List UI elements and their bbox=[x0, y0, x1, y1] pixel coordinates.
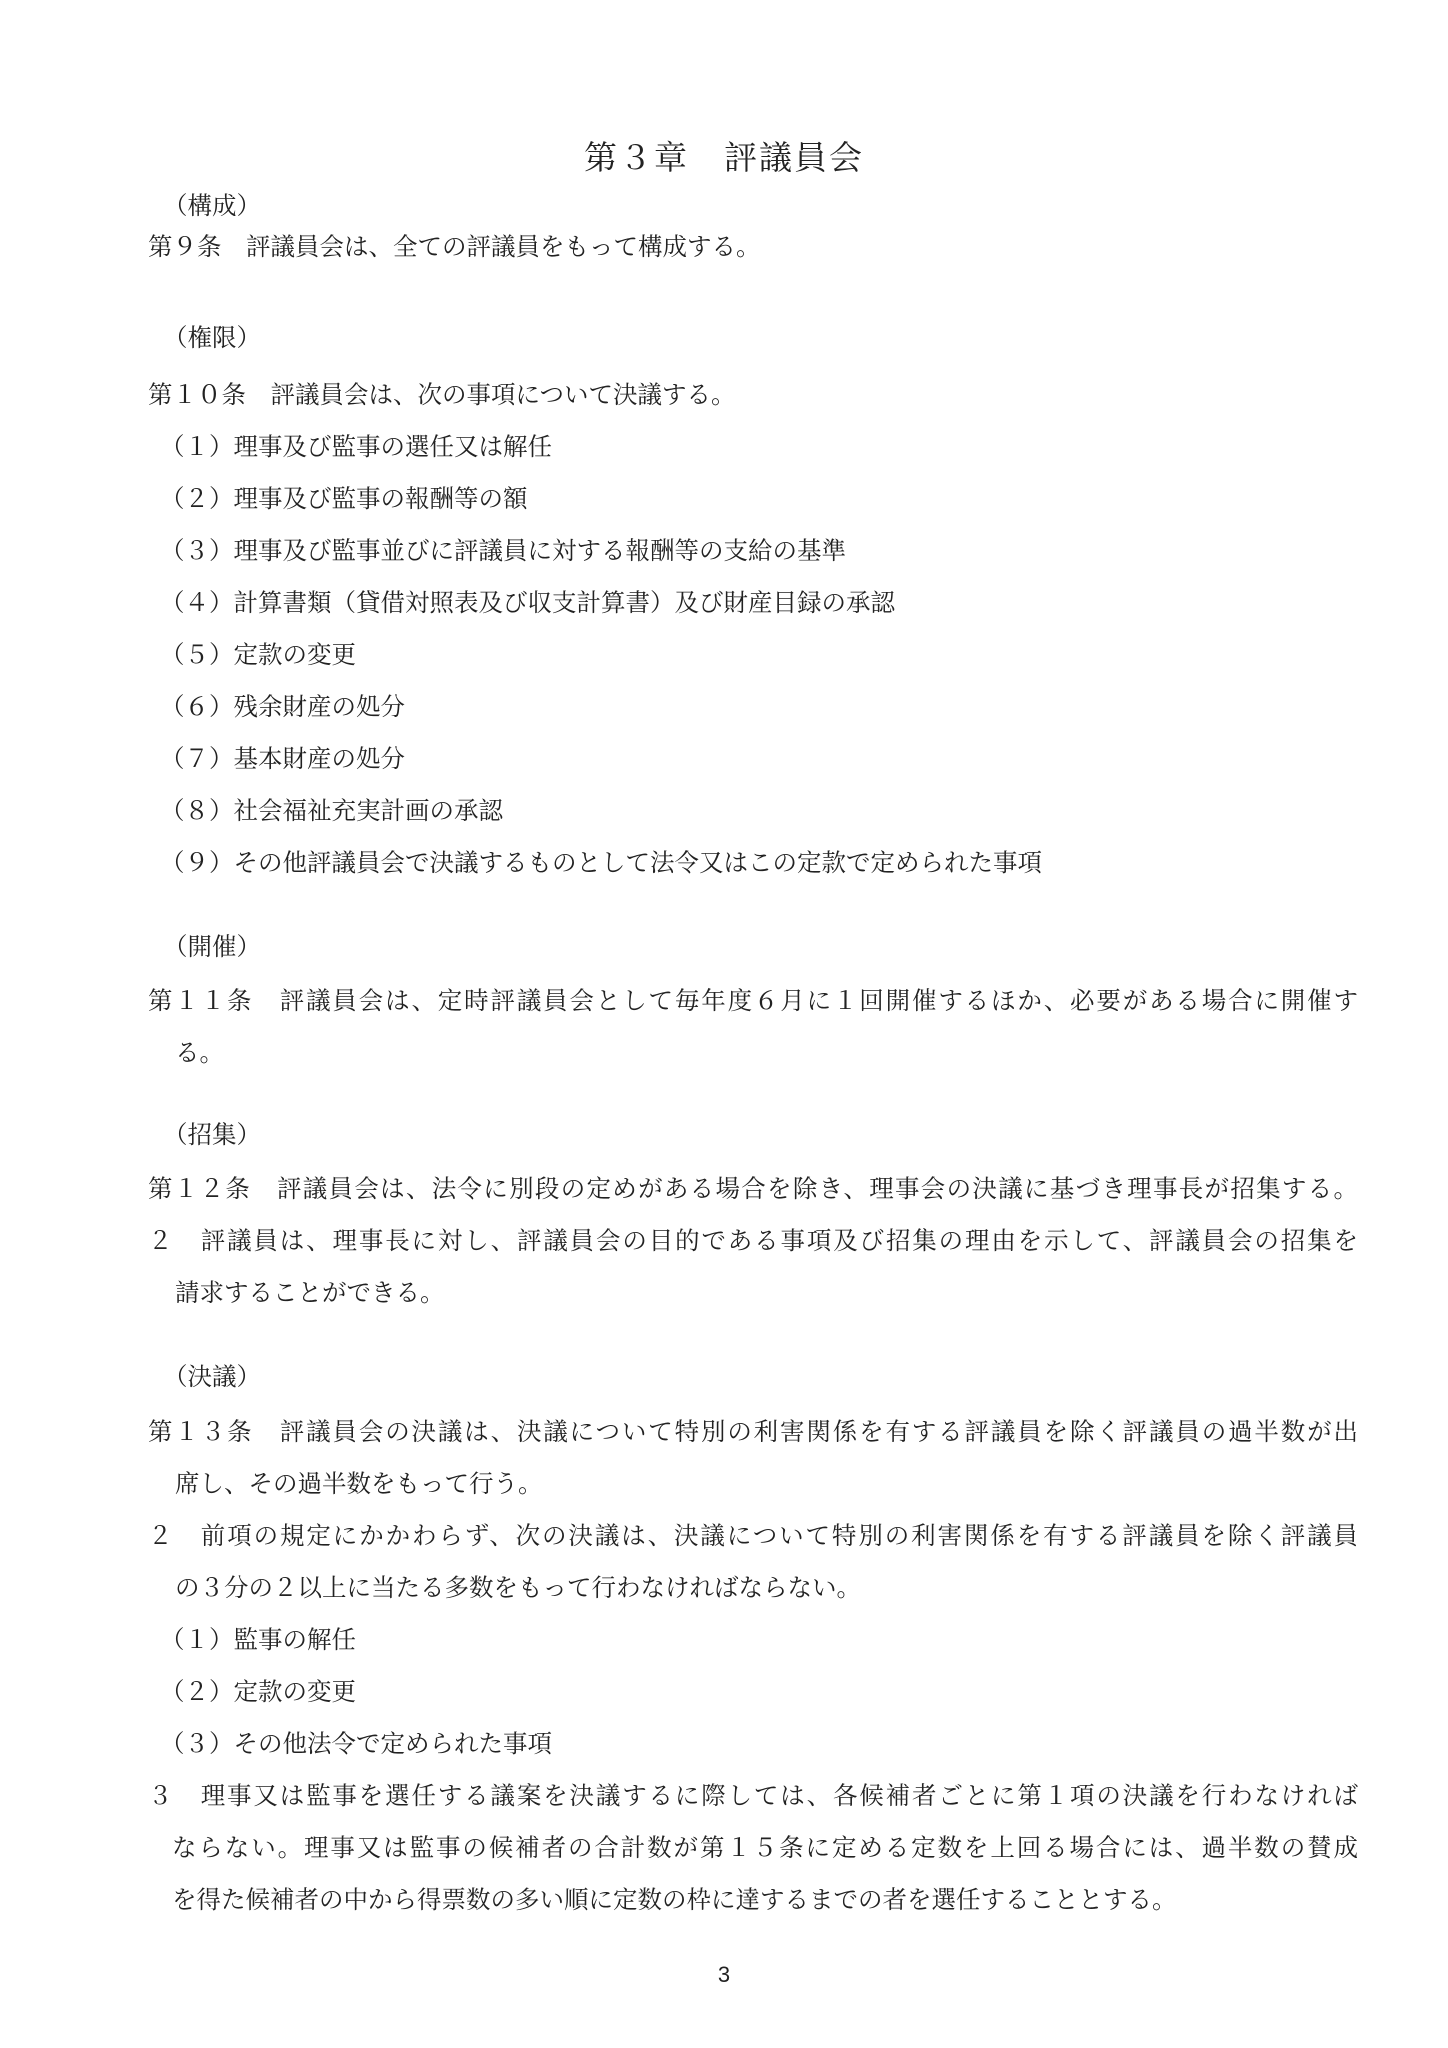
article-10: 第１０条 評議員会は、次の事項について決議する。 bbox=[148, 380, 736, 409]
section-heading-composition: （構成） bbox=[163, 191, 261, 220]
article-11-line2: る。 bbox=[175, 1038, 224, 1067]
list-item: （２）定款の変更 bbox=[160, 1677, 356, 1706]
article-13-line1: 第１３条 評議員会の決議は、決議について特別の利害関係を有する評議員を除く評議員の過半数が出 bbox=[148, 1417, 1358, 1446]
article-13-para3-line2: ならない。理事又は監事の候補者の合計数が第１５条に定める定数を上回る場合には、過半数の賛成 bbox=[172, 1833, 1358, 1862]
article-13-para3-line3: を得た候補者の中から得票数の多い順に定数の枠に達するまでの者を選任することとする。 bbox=[172, 1885, 1177, 1914]
section-heading-convening: （開催） bbox=[163, 932, 261, 961]
list-item: （７）基本財産の処分 bbox=[160, 744, 405, 773]
list-item: （９）その他評議員会で決議するものとして法令又はこの定款で定められた事項 bbox=[160, 848, 1042, 877]
page-number: 3 bbox=[717, 1962, 731, 1987]
list-item: （３）理事及び監事並びに評議員に対する報酬等の支給の基準 bbox=[160, 536, 846, 565]
article-12: 第１２条 評議員会は、法令に別段の定めがある場合を除き、理事会の決議に基づき理事長が招集する。 bbox=[148, 1174, 1358, 1203]
article-13-line2: 席し、その過半数をもって行う。 bbox=[175, 1469, 543, 1498]
section-heading-summons: （招集） bbox=[163, 1120, 261, 1149]
section-heading-authority: （権限） bbox=[163, 323, 261, 352]
chapter-title: 第３章 評議員会 bbox=[584, 138, 864, 177]
section-heading-resolution: （決議） bbox=[163, 1362, 261, 1391]
article-13-para3-line1: ３ 理事又は監事を選任する議案を決議するに際しては、各候補者ごとに第１項の決議を行わなければ bbox=[148, 1781, 1358, 1810]
list-item: （１）監事の解任 bbox=[160, 1625, 356, 1654]
list-item: （１）理事及び監事の選任又は解任 bbox=[160, 432, 552, 461]
list-item: （２）理事及び監事の報酬等の額 bbox=[160, 484, 528, 513]
article-13-para2-line1: ２ 前項の規定にかかわらず、次の決議は、決議について特別の利害関係を有する評議員を除く評議員 bbox=[148, 1521, 1358, 1550]
article-12-para2-line2: 請求することができる。 bbox=[175, 1278, 445, 1307]
article-11-line1: 第１１条 評議員会は、定時評議員会として毎年度６月に１回開催するほか、必要がある場合に開催す bbox=[148, 986, 1358, 1015]
article-12-para2-line1: ２ 評議員は、理事長に対し、評議員会の目的である事項及び招集の理由を示して、評議員会の招集を bbox=[148, 1226, 1358, 1255]
article-13-para2-line2: の３分の２以上に当たる多数をもって行わなければならない。 bbox=[175, 1573, 861, 1602]
list-item: （３）その他法令で定められた事項 bbox=[160, 1729, 552, 1758]
list-item: （６）残余財産の処分 bbox=[160, 692, 405, 721]
list-item: （８）社会福祉充実計画の承認 bbox=[160, 796, 503, 825]
list-item: （５）定款の変更 bbox=[160, 640, 356, 669]
article-9: 第９条 評議員会は、全ての評議員をもって構成する。 bbox=[148, 232, 761, 261]
list-item: （４）計算書類（貸借対照表及び収支計算書）及び財産目録の承認 bbox=[160, 588, 895, 617]
